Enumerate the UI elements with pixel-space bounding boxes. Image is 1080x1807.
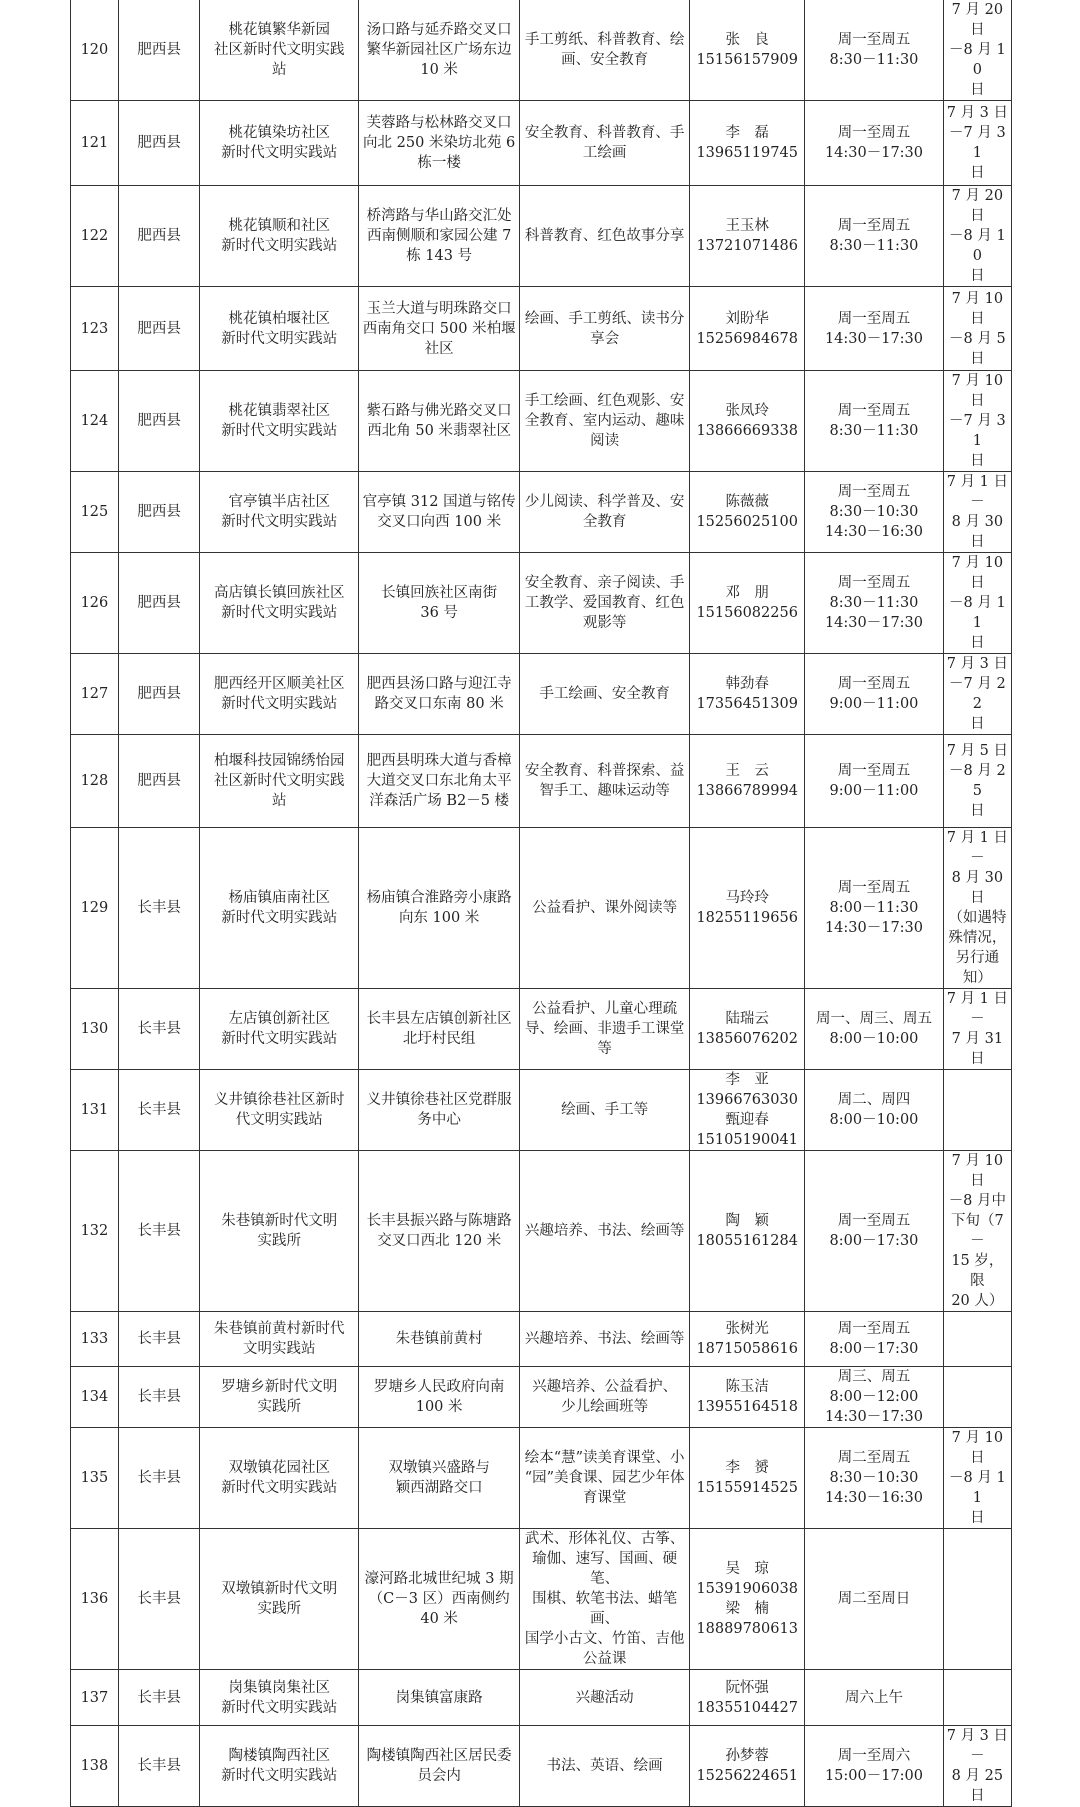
- opening-time-cell: 周一至周五 9:00－11:00: [805, 654, 944, 735]
- county-cell: 长丰县: [118, 1367, 199, 1428]
- county-cell: 肥西县: [118, 472, 199, 553]
- date-range-cell: 7 月 20 日 －8 月 10 日: [943, 186, 1011, 287]
- table-row: [71, 186, 1012, 287]
- station-name-cell: 桃花镇柏堰社区 新时代文明实践站: [200, 287, 359, 371]
- row-number: 134: [71, 1367, 119, 1428]
- opening-time-cell: 周一至周五 8:30－11:30 14:30－17:30: [805, 553, 944, 654]
- opening-time-cell: 周二至周五 8:30－10:30 14:30－16:30: [805, 1428, 944, 1529]
- address-cell: 陶楼镇陶西社区居民委 员会内: [359, 1726, 520, 1807]
- row-number: 136: [71, 1529, 119, 1670]
- opening-time-cell: 周一、周三、周五 8:00－10:00: [805, 989, 944, 1070]
- activities-cell: 武术、形体礼仪、古筝、 瑜伽、速写、国画、硬笔、 围棋、软笔书法、蜡笔画、 国学小古文、竹笛、吉他 公益课: [520, 1529, 690, 1670]
- table-row: [71, 371, 1012, 472]
- activities-cell: 绘本“慧”读美育课堂、小 “园”美食课、园艺少年体 育课堂: [520, 1428, 690, 1529]
- row-number: 123: [71, 287, 119, 371]
- row-number: 133: [71, 1312, 119, 1367]
- table-row: [71, 1428, 1012, 1529]
- station-name-cell: 双墩镇花园社区 新时代文明实践站: [200, 1428, 359, 1529]
- station-name-cell: 陶楼镇陶西社区 新时代文明实践站: [200, 1726, 359, 1807]
- table-row: [71, 654, 1012, 735]
- table-row: [71, 828, 1012, 989]
- address-cell: 长丰县左店镇创新社区 北圩村民组: [359, 989, 520, 1070]
- table-row: [71, 735, 1012, 828]
- date-range-cell: 7 月 1 日－ 8 月 30 日 （如遇特 殊情况， 另行通 知）: [943, 828, 1011, 989]
- table-row: [71, 1670, 1012, 1726]
- county-cell: 长丰县: [118, 1151, 199, 1312]
- contact-cell: 王玉林 13721071486: [690, 186, 805, 287]
- contact-cell: 韩劲春 17356451309: [690, 654, 805, 735]
- station-name-cell: 柏堰科技园锦绣怡园 社区新时代文明实践 站: [200, 735, 359, 828]
- table-row: [71, 1151, 1012, 1312]
- opening-time-cell: 周一至周五 8:00－11:30 14:30－17:30: [805, 828, 944, 989]
- county-cell: 长丰县: [118, 1312, 199, 1367]
- station-name-cell: 岗集镇岗集社区 新时代文明实践站: [200, 1670, 359, 1726]
- address-cell: 双墩镇兴盛路与 颖西湖路交口: [359, 1428, 520, 1529]
- activities-cell: 兴趣培养、公益看护、 少儿绘画班等: [520, 1367, 690, 1428]
- opening-time-cell: 周一至周五 8:30－11:30: [805, 371, 944, 472]
- station-name-cell: 左店镇创新社区 新时代文明实践站: [200, 989, 359, 1070]
- address-cell: 罗塘乡人民政府向南 100 米: [359, 1367, 520, 1428]
- row-number: 122: [71, 186, 119, 287]
- date-range-cell: 7 月 10 日 －7 月 31 日: [943, 371, 1011, 472]
- station-name-cell: 双墩镇新时代文明 实践所: [200, 1529, 359, 1670]
- contact-cell: 孙梦蓉 15256224651: [690, 1726, 805, 1807]
- contact-cell: 王 云 13866789994: [690, 735, 805, 828]
- station-name-cell: 桃花镇繁华新园 社区新时代文明实践 站: [200, 0, 359, 101]
- contact-cell: 邓 朋 15156082256: [690, 553, 805, 654]
- activities-cell: 兴趣培养、书法、绘画等: [520, 1151, 690, 1312]
- station-name-cell: 桃花镇翡翠社区 新时代文明实践站: [200, 371, 359, 472]
- contact-cell: 阮怀强 18355104427: [690, 1670, 805, 1726]
- contact-cell: 李 赟 15155914525: [690, 1428, 805, 1529]
- date-range-cell: [943, 1529, 1011, 1670]
- date-range-cell: 7 月 3 日－ 8 月 25 日: [943, 1726, 1011, 1807]
- address-cell: 紫石路与佛光路交叉口 西北角 50 米翡翠社区: [359, 371, 520, 472]
- table-row: [71, 101, 1012, 186]
- row-number: 132: [71, 1151, 119, 1312]
- row-number: 121: [71, 101, 119, 186]
- date-range-cell: 7 月 10 日 －8 月中 下旬（7－ 15 岁，限 20 人）: [943, 1151, 1011, 1312]
- address-cell: 杨庙镇合淮路旁小康路 向东 100 米: [359, 828, 520, 989]
- practice-station-schedule-table: [70, 0, 1012, 1807]
- address-cell: 长丰县振兴路与陈塘路 交叉口西北 120 米: [359, 1151, 520, 1312]
- date-range-cell: 7 月 1 日－ 7 月 31 日: [943, 989, 1011, 1070]
- activities-cell: 手工剪纸、科普教育、绘 画、安全教育: [520, 0, 690, 101]
- activities-cell: 书法、英语、绘画: [520, 1726, 690, 1807]
- address-cell: 朱巷镇前黄村: [359, 1312, 520, 1367]
- county-cell: 肥西县: [118, 287, 199, 371]
- county-cell: 长丰县: [118, 1070, 199, 1151]
- opening-time-cell: 周一至周五 9:00－11:00: [805, 735, 944, 828]
- contact-cell: 刘盼华 15256984678: [690, 287, 805, 371]
- contact-cell: 张 良 15156157909: [690, 0, 805, 101]
- county-cell: 长丰县: [118, 828, 199, 989]
- contact-cell: 陈薇薇 15256025100: [690, 472, 805, 553]
- opening-time-cell: 周一至周五 14:30－17:30: [805, 287, 944, 371]
- activities-cell: 安全教育、科普探索、益 智手工、趣味运动等: [520, 735, 690, 828]
- date-range-cell: 7 月 5 日 －8 月 25 日: [943, 735, 1011, 828]
- station-name-cell: 高店镇长镇回族社区 新时代文明实践站: [200, 553, 359, 654]
- date-range-cell: 7 月 20 日 －8 月 10 日: [943, 0, 1011, 101]
- row-number: 129: [71, 828, 119, 989]
- table-row: [71, 0, 1012, 101]
- row-number: 128: [71, 735, 119, 828]
- activities-cell: 安全教育、科普教育、手 工绘画: [520, 101, 690, 186]
- row-number: 125: [71, 472, 119, 553]
- table-row: [71, 1312, 1012, 1367]
- contact-cell: 吴 琼 15391906038 梁 楠 18889780613: [690, 1529, 805, 1670]
- table-row: [71, 989, 1012, 1070]
- station-name-cell: 朱巷镇新时代文明 实践所: [200, 1151, 359, 1312]
- activities-cell: 手工绘画、安全教育: [520, 654, 690, 735]
- opening-time-cell: 周二至周日: [805, 1529, 944, 1670]
- contact-cell: 陈玉洁 13955164518: [690, 1367, 805, 1428]
- county-cell: 肥西县: [118, 735, 199, 828]
- row-number: 120: [71, 0, 119, 101]
- address-cell: 桥湾路与华山路交汇处 西南侧顺和家园公建 7 栋 143 号: [359, 186, 520, 287]
- address-cell: 濠河路北城世纪城 3 期 （C－3 区）西南侧约 40 米: [359, 1529, 520, 1670]
- opening-time-cell: 周一至周五 8:00－17:30: [805, 1312, 944, 1367]
- row-number: 124: [71, 371, 119, 472]
- county-cell: 长丰县: [118, 1726, 199, 1807]
- station-name-cell: 朱巷镇前黄村新时代 文明实践站: [200, 1312, 359, 1367]
- opening-time-cell: 周一至周五 8:30－11:30: [805, 0, 944, 101]
- county-cell: 肥西县: [118, 553, 199, 654]
- date-range-cell: 7 月 1 日－ 8 月 30 日: [943, 472, 1011, 553]
- row-number: 138: [71, 1726, 119, 1807]
- contact-cell: 陆瑞云 13856076202: [690, 989, 805, 1070]
- station-name-cell: 义井镇徐巷社区新时 代文明实践站: [200, 1070, 359, 1151]
- opening-time-cell: 周一至周六 15:00－17:00: [805, 1726, 944, 1807]
- address-cell: 芙蓉路与松林路交叉口 向北 250 米染坊北苑 6 栋一楼: [359, 101, 520, 186]
- address-cell: 岗集镇富康路: [359, 1670, 520, 1726]
- opening-time-cell: 周六上午: [805, 1670, 944, 1726]
- opening-time-cell: 周一至周五 8:30－11:30: [805, 186, 944, 287]
- station-name-cell: 桃花镇染坊社区 新时代文明实践站: [200, 101, 359, 186]
- contact-cell: 马玲玲 18255119656: [690, 828, 805, 989]
- address-cell: 肥西县汤口路与迎江寺 路交叉口东南 80 米: [359, 654, 520, 735]
- county-cell: 长丰县: [118, 1529, 199, 1670]
- station-name-cell: 桃花镇顺和社区 新时代文明实践站: [200, 186, 359, 287]
- county-cell: 肥西县: [118, 654, 199, 735]
- contact-cell: 张凤玲 13866669338: [690, 371, 805, 472]
- address-cell: 义井镇徐巷社区党群服 务中心: [359, 1070, 520, 1151]
- table-row: [71, 1529, 1012, 1670]
- date-range-cell: [943, 1312, 1011, 1367]
- date-range-cell: 7 月 10 日 －8 月 11 日: [943, 553, 1011, 654]
- station-name-cell: 罗塘乡新时代文明 实践所: [200, 1367, 359, 1428]
- row-number: 126: [71, 553, 119, 654]
- activities-cell: 公益看护、课外阅读等: [520, 828, 690, 989]
- contact-cell: 张树光 18715058616: [690, 1312, 805, 1367]
- county-cell: 长丰县: [118, 1428, 199, 1529]
- opening-time-cell: 周二、周四 8:00－10:00: [805, 1070, 944, 1151]
- date-range-cell: 7 月 3 日 －7 月 31 日: [943, 101, 1011, 186]
- opening-time-cell: 周三、周五 8:00－12:00 14:30－17:30: [805, 1367, 944, 1428]
- activities-cell: 公益看护、儿童心理疏 导、绘画、非遗手工课堂 等: [520, 989, 690, 1070]
- address-cell: 长镇回族社区南街 36 号: [359, 553, 520, 654]
- table-row: [71, 472, 1012, 553]
- activities-cell: 兴趣活动: [520, 1670, 690, 1726]
- opening-time-cell: 周一至周五 8:30－10:30 14:30－16:30: [805, 472, 944, 553]
- contact-cell: 李 磊 13965119745: [690, 101, 805, 186]
- table-row: [71, 1070, 1012, 1151]
- date-range-cell: [943, 1367, 1011, 1428]
- row-number: 135: [71, 1428, 119, 1529]
- row-number: 131: [71, 1070, 119, 1151]
- address-cell: 汤口路与延乔路交叉口 繁华新园社区广场东边 10 米: [359, 0, 520, 101]
- address-cell: 官亭镇 312 国道与铭传 交叉口向西 100 米: [359, 472, 520, 553]
- station-name-cell: 杨庙镇庙南社区 新时代文明实践站: [200, 828, 359, 989]
- date-range-cell: [943, 1070, 1011, 1151]
- table-row: [71, 287, 1012, 371]
- address-cell: 肥西县明珠大道与香樟 大道交叉口东北角太平 洋森活广场 B2－5 楼: [359, 735, 520, 828]
- county-cell: 长丰县: [118, 1670, 199, 1726]
- county-cell: 肥西县: [118, 371, 199, 472]
- date-range-cell: 7 月 3 日 －7 月 22 日: [943, 654, 1011, 735]
- row-number: 127: [71, 654, 119, 735]
- county-cell: 长丰县: [118, 989, 199, 1070]
- activities-cell: 少儿阅读、科学普及、安 全教育: [520, 472, 690, 553]
- date-range-cell: 7 月 10 日 －8 月 5 日: [943, 287, 1011, 371]
- activities-cell: 绘画、手工剪纸、读书分 享会: [520, 287, 690, 371]
- opening-time-cell: 周一至周五 14:30－17:30: [805, 101, 944, 186]
- contact-cell: 陶 颖 18055161284: [690, 1151, 805, 1312]
- table-row: [71, 553, 1012, 654]
- row-number: 137: [71, 1670, 119, 1726]
- activities-cell: 科普教育、红色故事分享: [520, 186, 690, 287]
- date-range-cell: 7 月 10 日 －8 月 11 日: [943, 1428, 1011, 1529]
- schedule-table-body: [71, 0, 1012, 1807]
- county-cell: 肥西县: [118, 101, 199, 186]
- activities-cell: 手工绘画、红色观影、安 全教育、室内运动、趣味 阅读: [520, 371, 690, 472]
- date-range-cell: [943, 1670, 1011, 1726]
- activities-cell: 兴趣培养、书法、绘画等: [520, 1312, 690, 1367]
- county-cell: 肥西县: [118, 0, 199, 101]
- county-cell: 肥西县: [118, 186, 199, 287]
- activities-cell: 绘画、手工等: [520, 1070, 690, 1151]
- row-number: 130: [71, 989, 119, 1070]
- station-name-cell: 肥西经开区顺美社区 新时代文明实践站: [200, 654, 359, 735]
- table-row: [71, 1367, 1012, 1428]
- activities-cell: 安全教育、亲子阅读、手 工教学、爱国教育、红色 观影等: [520, 553, 690, 654]
- table-row: [71, 1726, 1012, 1807]
- address-cell: 玉兰大道与明珠路交口 西南角交口 500 米柏堰 社区: [359, 287, 520, 371]
- contact-cell: 李 亚 13966763030 甄迎春 15105190041: [690, 1070, 805, 1151]
- opening-time-cell: 周一至周五 8:00－17:30: [805, 1151, 944, 1312]
- station-name-cell: 官亭镇半店社区 新时代文明实践站: [200, 472, 359, 553]
